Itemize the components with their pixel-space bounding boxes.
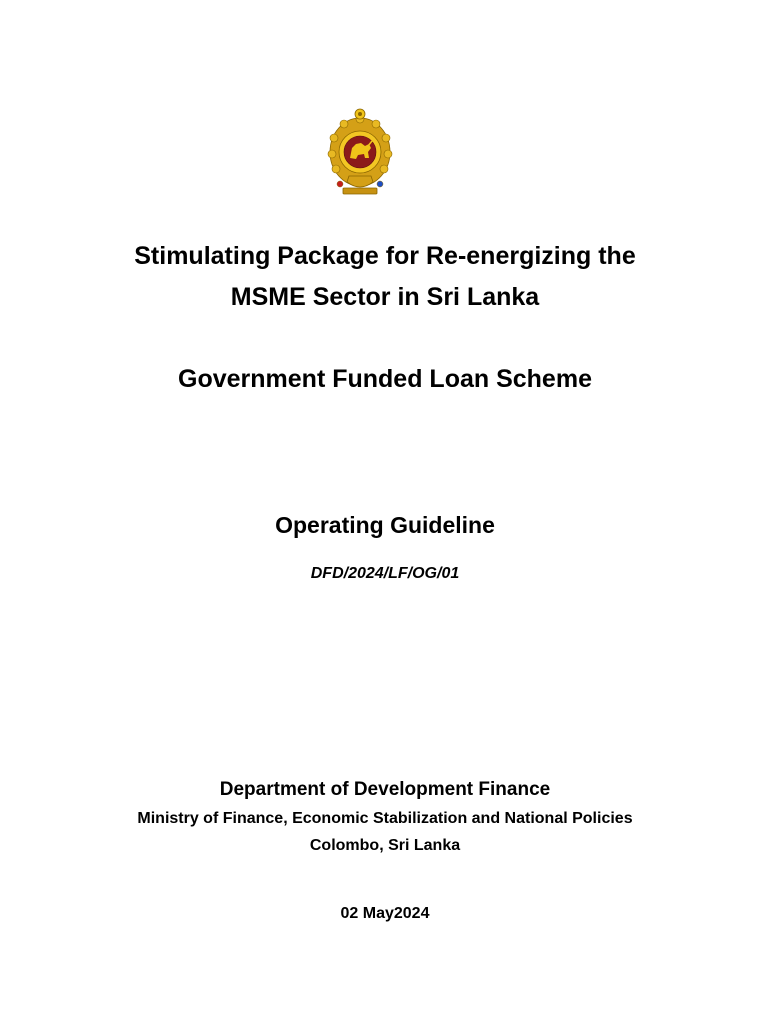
department-name: Department of Development Finance: [219, 779, 551, 800]
scheme-title: Government Funded Loan Scheme: [178, 365, 592, 393]
document-title-line-2: MSME Sector in Sri Lanka: [230, 283, 540, 311]
guideline-title: Operating Guideline: [275, 512, 495, 538]
document-title-line-1: Stimulating Package for Re-energizing the: [134, 242, 636, 270]
ministry-name: Ministry of Finance, Economic Stabilization and National Policies: [137, 810, 633, 827]
reference-number: DFD/2024/LF/OG/01: [310, 565, 460, 582]
document-date: 02 May2024: [340, 905, 430, 922]
sri-lanka-emblem-icon: [325, 108, 395, 198]
location: Colombo, Sri Lanka: [309, 837, 461, 854]
